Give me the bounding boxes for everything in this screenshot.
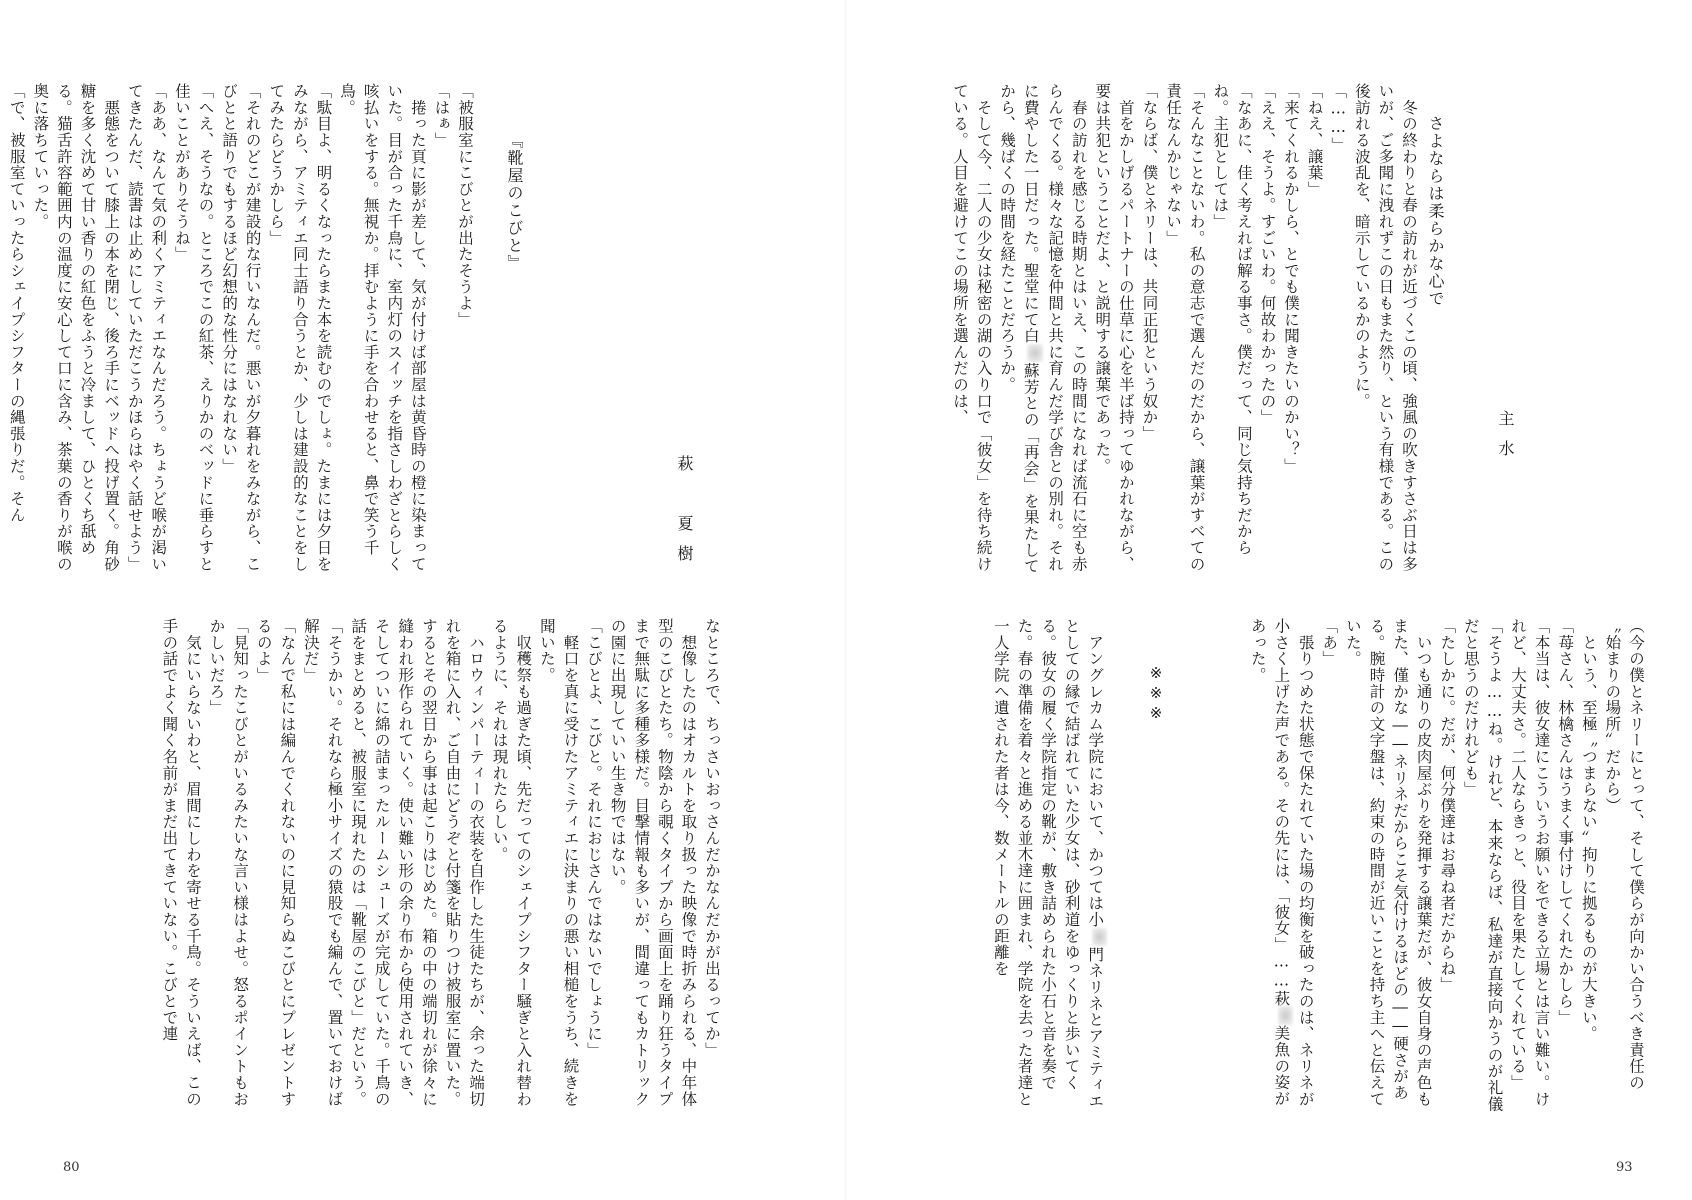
story-title-left: 『靴屋のこびと』 [505,132,524,272]
story-title-right: さよならは柔らかな心で [1426,115,1445,308]
left-lower-text [123,618,723,1118]
blurred-name [1092,928,1108,947]
paragraph: 「そうよ……ね。けれど、本来ならば、私達が直接向かうのが礼儀だと思うのだけれども」 [1461,618,1504,1112]
paragraph: 「そうかい。それなら極小サイズの猿股でも編んで、置いておけば解決だ」 [301,618,344,1107]
left-upper-text [7,83,476,583]
paragraph: 想像したのはオカルトを取り扱った映像で時折みられる、中年体型のこびとたち。物陰から覗くタイプから画面上を踊り狂うタイプまで無駄に多種多様だ。目撃情報も多いが、間違ってもカトリックの園に出現していい生き物ではない。 [608,618,698,1107]
paragraph: 悪態をついて膝上の本を閉じ、後ろ手にベッドへ投げ置く。角砂糖を多く沈めて甘い香りの紅色をふうと冷まして、ひとくち舐める。猫舌許容範囲内の温度に安心して口に含み、茶葉の香りが喉の奥に落ちていった。 [31,83,121,572]
paragraph: 「たしかに。だが、何分僕達はお尋ね者だからね」 [1438,618,1457,993]
paragraph: 「ならば、僕とネリーは、共同正犯という奴か」 [1140,83,1159,442]
paragraph: （今の僕とネリーにとって、そして僕らが向かい合うべき責任の〝始まりの場所〟だから） [1603,618,1645,1091]
paragraph: いつも通りの皮肉屋ぶりを発揮する譲葉だが、彼女自身の声色もまた、僅かな――ネリネだからこそ気付けるほどの――硬さがある。腕時計の文字盤は、約束の時間が近いことを持ち主へと伝えていた。 [1343,618,1433,1107]
text-run: アングレカム学院において、かつては小 [1086,618,1105,928]
page-number-right: 93 [1616,1160,1633,1175]
paragraph: 「来てくれるかしら、とでも僕に聞きたいのかい？」 [1282,83,1301,475]
author-right: 主水 [1496,410,1515,470]
paragraph: 捲った頁に影が差して、気が付けば部屋は黄昏時の橙に染まっていた。目が合った千鳥に、室内灯のスイッチを指さしわざとらしく咳払いをする。無視か。拝むように手を合わせると、鼻で笑う千鳥。 [338,83,427,572]
paragraph: 「苺さん、林檎さんはうまく事付けしてくれたかしら」 [1556,618,1575,1026]
paragraph: 冬の終わりと春の訪れが近づくこの頃、強風の吹きすさぶ日は多いが、ご多聞に洩れずこの日もまた然り、という有様である。この後訪れる波乱を、暗示しているかのように。 [1352,83,1418,572]
right-lower-text-a [1235,618,1647,1118]
paragraph: 「そんなことないわ。私の意志で選んだのだから、譲葉がすべての責任なんかじゃない」 [1164,83,1206,572]
paragraph: なところで、ちっさいおっさんだかなんだかが出るってか」 [703,618,721,1059]
paragraph: という、至極〝つまらない〟拘りに拠るものが大きい。 [1579,618,1598,1042]
text-run: 春の訪れを感じる時期とはいえ、この時間になれば流石に空も赤らんでくる。様々な記憶を仲間と共に育んだ学び舎との別れ。それに費やした一日だった。聖堂にて白 [1021,83,1088,572]
paragraph: 「被服室にこびとが出たそうよ」 [456,83,474,328]
paragraph: 「ああ、なんて気の利くアミティエなんだろう。ちょうど喉が渇いてきたんだ、読書は止めにしていただこうかほらはやく話せよう」 [125,83,168,572]
section-separator: ※※※ [1147,664,1165,724]
paragraph: ハロウィンパーティーの衣装を自作した生徒たちが、余った端切れを箱に入れ、ご自由にどうぞと付箋を貼りつけ被服室に置いた。するとその翌日から事は起こりはじめた。箱の中の端切れが徐々に縫われ形作られていく。使い難い形の余り布から使用されていき、そしてついに綿の詰まったルームシューズが完成していた。千鳥の話をまとめると、被服室に現れたのは「靴屋のこびと」だという。 [349,618,486,1107]
text-run: 蘇芳との「再会」を果たしてから、幾ばくの時間を経たことだろうか。 [998,83,1040,575]
paragraph: 「本当は、彼女達にこういうお願いをできる立場とは言い難い。けれど、大丈夫さ。二人ならきっと、役目を果たしてくれている」 [1509,618,1551,1107]
paragraph: 「こびとよ、こびと。それにおじさんではないでしょうに」 [585,618,604,1059]
paragraph: 「で、被服室ていったらシェイプシフターの縄張りだ。そん [7,83,26,524]
paragraph: 「それのどこが建設的な行いなんだ。悪いが夕暮れをみながら、こびとと語りでもするほど幻想的な性分にはなれない」 [220,83,262,572]
text-run: 張りつめた状態で保たれていた場の均衡を破ったのは、ネリネが小さく上げた声である。その先には、「彼女」……萩 [1272,618,1315,1107]
paragraph: 「駄目よ、明るくなったらまた本を読むのでしょ。たまには夕日をみながら、アミティエ同士語り合うとか、少しは建設的なことをしてみたらどうかしら」 [267,83,333,572]
text-run: 門ネリネとアミティエとしての縁で結ばれていた少女は、砂利道をゆっくりと歩いてくる。彼女の履く学院指定の靴が、敷き詰められた小石と音を奏でた。春の準備を着々と進める並木達に囲まれ、学院を去った者達と一人学院へ遺された者は今、数メートルの距離を [991,618,1105,1110]
blurred-name [1027,344,1043,363]
paragraph: 「ええ、そうよ。すごいわ。何故わかったの」 [1258,83,1277,426]
paragraph: 「なんで私には編んでくれないのに見知らぬこびとにプレゼントするのよ」 [254,618,297,1107]
paragraph [1245,618,1317,1118]
page-number-left: 80 [63,1160,80,1175]
paragraph: そして今、二人の少女は秘密の湖の入り口で「彼女」を待ち続けている。人目を避けてこの場所を選んだのは、 [950,83,993,572]
right-lower-text-b [942,618,1107,1118]
paragraph [988,618,1107,1118]
paragraph: 「あ」 [1320,618,1339,667]
paragraph: 「なあに、佳く考えれば解る事さ。僕だって、同じ気持ちだからね。主犯としては」 [1211,83,1253,556]
author-left: 萩 夏樹 [675,455,694,575]
paragraph: 「……」 [1329,83,1348,154]
blurred-name [1278,1006,1294,1025]
paragraph: 収穫祭も過ぎた頃、先だってのシェイプシフター騒ぎと入れ替わるように、それは現れたらしい。 [490,618,533,1107]
right-page [846,0,1692,1200]
paragraph: 気にいらないわと、眉間にしわを寄せる千鳥。そういえば、この手の話でよく聞く名前がまだ出てきていない。こびとで連 [160,618,202,1107]
paragraph: 「へえ、そうなの。ところでこの紅茶、えりかのベッドに垂らすと佳いことがありそうね」 [172,83,215,572]
right-upper-text [950,83,1420,583]
paragraph: 「はぁ」 [432,83,451,149]
paragraph: 軽口を真に受けたアミティエに決まりの悪い相槌をうち、続きを聞いた。 [537,618,580,1107]
paragraph: 「見知ったこびとがいるみたいな言い様はよせ。怒るポイントもおかしいだろ」 [207,618,250,1107]
text-run: 美魚の姿があった。 [1248,618,1291,1107]
paragraph: 「ねえ、譲葉」 [1305,83,1324,198]
paragraph: 首をかしげるパートナーの仕草に心を半ば持ってゆかれながら、要は共犯ということだよ、と説明する譲葉であった。 [1093,83,1135,572]
paragraph [995,83,1090,583]
